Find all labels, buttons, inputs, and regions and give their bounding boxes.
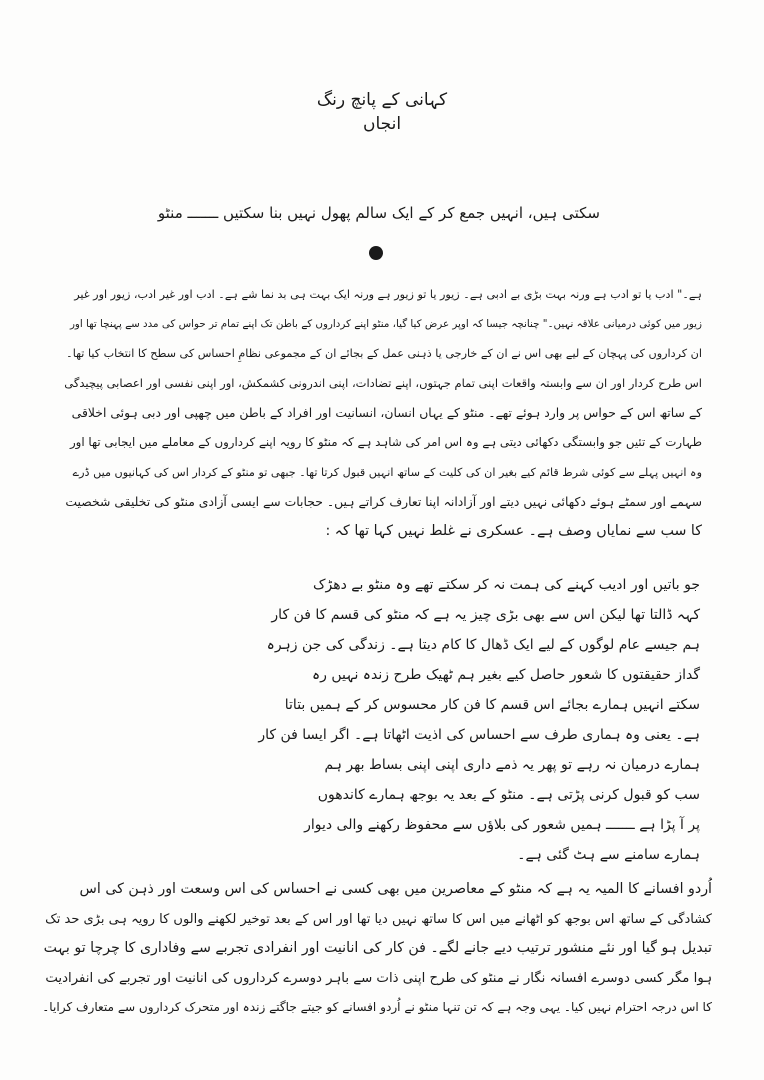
paragraph-line: کا اس درجہ احترام نہیں کیا۔ یہی وجہ ہے کہ تن تنہا منٹو نے اُردو افسانے کو جیتے جاگتے زندہ اور متحرک کرداروں سے متعارف کرایا۔ bbox=[42, 1000, 712, 1014]
paragraph-line: اس طرح کردار اور ان سے وابستہ واقعات اپنی تمام جہتوں، اپنے تضادات، اپنی اندرونی کشمکش، اور اپنی نفسی اور اعصابی پیچیدگی bbox=[64, 375, 702, 390]
quote-line: ہے۔ یعنی وہ ہماری طرف سے احساس کی اذیت اٹھاتا ہے۔ اگر ایسا فن کار bbox=[258, 727, 700, 743]
title-line-2: انجاں bbox=[362, 114, 402, 134]
paragraph-line: ان کرداروں کی پہچان کے لیے بھی اس نے ان کے خارجی یا ذہنی عمل کے بجائے ان کے مجموعی نظامِ احساس کی سطح کا انتخاب کیا تھا۔ bbox=[66, 347, 702, 361]
quote-line: ہم جیسے عام لوگوں کے لیے ایک ڈھال کا کام دیتا ہے۔ زندگی کی جن زہرہ bbox=[266, 637, 700, 653]
paragraph-1 bbox=[62, 280, 702, 546]
paragraph-line: طہارت کے تئیں جو وابستگی دکھائی دیتی ہے وہ اس امر کی شاہد ہے کہ منٹو کا رویہ اپنے کرداروں کے معاملے میں ایجابی تھا اور bbox=[69, 434, 702, 449]
quote-line: ہمارے سامنے سے ہٹ گئی ہے۔ bbox=[517, 847, 700, 863]
quote-line: سکتے انہیں ہمارے بجائے اس قسم کا فن کار محسوس کر کے ہمیں بتاتا bbox=[284, 697, 700, 713]
paragraph-line: زیور میں کوئی درمیانی علاقہ نہیں۔" چنانچہ جیسا کہ اوپر عرض کیا گیا، منٹو اپنے کرداروں کے باطن تک اپنے تمام تر حواس کی مدد سے پہنچا تھا اور bbox=[69, 317, 702, 330]
block-quote bbox=[100, 570, 700, 870]
paragraph-line: وہ انہیں پہلے سے کوئی شرط قائم کیے بغیر ان کی کلیت کے ساتھ انہیں قبول کرتا تھا۔ جبھی تو منٹو کے کردار اس کی کہانیوں میں ڈرے bbox=[72, 465, 702, 479]
paragraph-2 bbox=[40, 875, 712, 1023]
epigraph: سکتی ہیں، انہیں جمع کر کے ایک سالم پھول نہیں بنا سکتیں ـــــــ منٹو bbox=[157, 204, 600, 222]
page-title bbox=[0, 88, 764, 136]
paragraph-line: کے ساتھ اس کے حواس پر وارد ہوئے تھے۔ منٹو کے یہاں انسان، انسانیت اور افراد کے باطن میں چھپی اور دبی ہوئی اخلاقی bbox=[71, 405, 702, 421]
quote-line: جو باتیں اور ادیب کہنے کی ہمت نہ کر سکتے تھے وہ منٹو بے دھڑک bbox=[312, 577, 700, 593]
paragraph-line: سہمے اور سمٹے ہوئے دکھائی نہیں دیتے اور آزادانہ اپنا تعارف کراتے ہیں۔ حجابات سے ایسی آزادی منٹو کی تخلیقی شخصیت bbox=[65, 494, 702, 510]
quote-line: پر آ پڑا ہے ـــــــ ہمیں شعور کی بلاؤں سے محفوظ رکھنے والی دیوار bbox=[304, 817, 700, 833]
paragraph-line: تبدیل ہو گیا اور نئے منشور ترتیب دیے جانے لگے۔ فن کار کی انانیت اور انفرادی تجربے سے وفاداری کا چرچا تو بہت bbox=[43, 940, 712, 956]
paragraph-line: ہے۔" ادب یا تو ادب ہے ورنہ بہت بڑی بے ادبی ہے۔ زیور یا تو زیور ہے ورنہ ایک بہت ہی بد نما شے ہے۔ ادب اور غیر ادب، زیور اور غیر bbox=[74, 288, 702, 301]
quote-line: گداز حقیقتوں کا شعور حاصل کیے بغیر ہم ٹھیک طرح زندہ نہیں رہ bbox=[311, 667, 700, 683]
quote-line: سب کو قبول کرنی پڑتی ہے۔ منٹو کے بعد یہ بوجھ ہمارے کاندھوں bbox=[317, 787, 700, 803]
paragraph-line: ہوا مگر کسی دوسرے افسانہ نگار نے منٹو کی طرح اپنی ذات سے باہر دوسرے کرداروں کی انانیت اور تجربے کی انفرادیت bbox=[45, 970, 712, 986]
title-line-1: کہانی کے پانچ رنگ bbox=[316, 90, 448, 110]
paragraph-line: کشادگی کے ساتھ اس بوجھ کو اٹھانے میں اس کا ساتھ نہیں دیا تھا اور اس کے بعد توخیر لکھنے والوں کا رویہ ہی بڑی حد تک bbox=[45, 911, 712, 927]
section-bullet-dot bbox=[369, 246, 383, 260]
paragraph-line: اُردو افسانے کا المیہ یہ ہے کہ منٹو کے معاصرین میں بھی کسی نے احساس کی اس وسعت اور ذہن کی اس bbox=[79, 881, 712, 897]
paragraph-line: کا سب سے نمایاں وصف ہے۔ عسکری نے غلط نہیں کہا تھا کہ : bbox=[325, 522, 702, 539]
quote-line: کہہ ڈالتا تھا لیکن اس سے بھی بڑی چیز یہ ہے کہ منٹو کی قسم کا فن کار bbox=[271, 607, 700, 623]
quote-line: ہمارے درمیان نہ رہے تو پھر یہ ذمے داری اپنی اپنی بساط بھر ہم bbox=[324, 757, 700, 773]
